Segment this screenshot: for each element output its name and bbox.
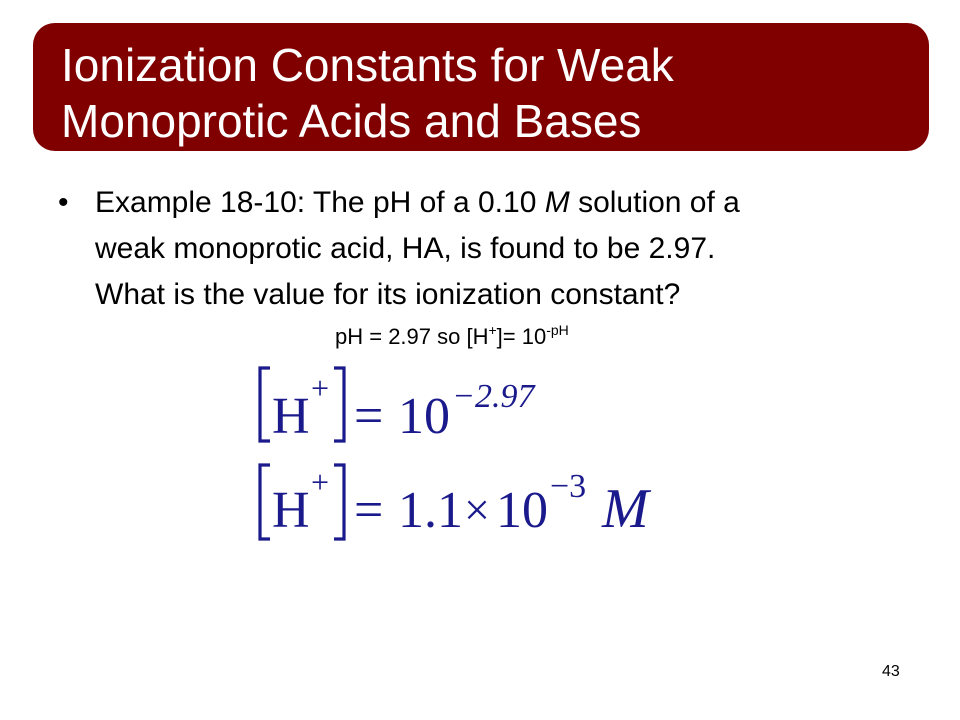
ph-relation — [335, 322, 569, 352]
eq1-equals: = — [354, 388, 384, 445]
page-number: 43 — [882, 663, 900, 680]
bullet-line-2: weak monoprotic acid, HA, is found to be 2.97. — [95, 232, 716, 265]
eq2-charge: + — [311, 464, 330, 500]
molarity-unit: M — [544, 186, 570, 219]
eq2-base: 10 — [496, 482, 548, 539]
math-equations — [248, 355, 708, 555]
bullet-text — [95, 180, 918, 318]
left-bracket-2 — [260, 465, 270, 539]
slide-title-line-2: Monoprotic Acids and Bases — [61, 95, 642, 147]
eq1-species: H — [272, 388, 310, 445]
eq2-species: H — [272, 482, 310, 539]
bullet-line-1-after: solution of a — [569, 186, 740, 219]
slide-title-line-1: Ionization Constants for Weak — [61, 39, 674, 91]
bullet-line-1-before: Example 18-10: The pH of a 0.10 — [95, 186, 545, 219]
bullet-line-1 — [95, 180, 918, 226]
ph-relation-part-1: pH = 2.97 so [H — [335, 324, 489, 349]
bullet-point-icon: • — [58, 186, 69, 219]
equation-2 — [260, 464, 652, 540]
right-bracket-2 — [334, 465, 344, 539]
eq2-coefficient: 1.1 — [398, 482, 463, 539]
left-bracket-1 — [260, 368, 270, 441]
ph-relation-sup-2: -pH — [546, 322, 569, 338]
eq2-times: × — [464, 484, 490, 535]
equation-1 — [260, 368, 536, 445]
eq1-charge: + — [311, 370, 330, 406]
eq1-base: 10 — [398, 388, 450, 445]
eq2-exponent: −3 — [550, 468, 587, 505]
ph-relation-sup-1: + — [488, 322, 497, 338]
slide-title-box — [33, 23, 929, 151]
eq2-unit: M — [602, 478, 649, 540]
eq2-equals: = — [354, 482, 384, 539]
equations-svg — [248, 355, 708, 555]
right-bracket-1 — [334, 368, 344, 441]
ph-relation-part-2: ]= 10 — [496, 324, 547, 349]
eq1-exponent: −2.97 — [452, 378, 535, 415]
bullet-line-3: What is the value for its ionization constant? — [95, 278, 681, 311]
